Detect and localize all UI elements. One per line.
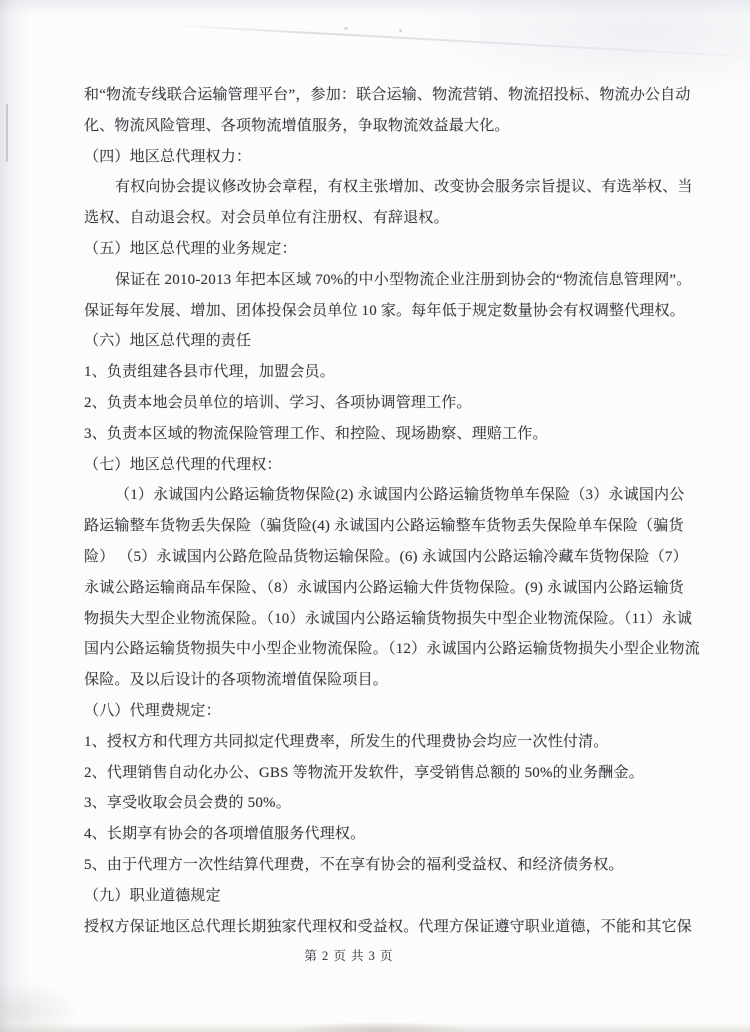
document-line: 保险。及以后设计的各项物流增值保险项目。 <box>84 672 389 689</box>
document-line: （八）代理费规定： <box>84 702 221 719</box>
document-line: 和“物流专线联合运输管理平台”，参加：联合运输、物流营销、物流招投标、物流办公自动 <box>84 87 691 103</box>
document-line: 1、授权方和代理方共同拟定代理费率，所发生的代理费协会均应一次性付清。 <box>84 733 609 750</box>
document-line: （七）地区总代理的代理权： <box>84 456 282 473</box>
document-line: （四）地区总代理权力： <box>84 148 252 165</box>
document-line: 2、负责本地会员单位的培训、学习、各项协调管理工作。 <box>84 394 472 411</box>
document-line: 2、代理销售自动化办公、GBS 等物流开发软件，享受销售总额的 50%的业务酬金。 <box>84 764 644 781</box>
document-line: 3、享受收取会员会费的 50%。 <box>84 795 291 812</box>
document-line: 保证每年发展、增加、团体投保会员单位 10 家。每年低于规定数量协会有权调整代理权。 <box>84 302 685 319</box>
document-line: 国内公路运输货物损失中小型企业物流保险。（12）永诚国内公路运输货物损失小型企业物流 <box>84 641 700 658</box>
document-line: （五）地区总代理的业务规定： <box>84 240 297 257</box>
document-line: 险） （5）永诚国内公路危险品货物运输保险。(6) 永诚国内公路运输冷藏车货物保险（7） <box>84 548 688 565</box>
document-line: （六）地区总代理的责任 <box>84 333 252 350</box>
page-number-text: 第 2 页 共 3 页 <box>304 949 394 963</box>
document-line: 1、负责组建各县市代理，加盟会员。 <box>84 364 335 381</box>
document-line: 永诚公路运输商品车保险、（8）永诚国内公路运输大件货物保险。(9) 永诚国内公路运输货 <box>84 579 684 596</box>
document-line: （九）职业道德规定 <box>84 887 221 904</box>
document-line: 有权向协会提议修改协会章程，有权主张增加、改变协会服务宗旨提议、有选举权、当 <box>115 179 693 196</box>
page-footer <box>0 946 750 964</box>
document-line: 5、由于代理方一次性结算代理费，不在享有协会的福利受益权、和经济债务权。 <box>84 856 624 873</box>
document-line: 化、物流风险管理、各项物流增值服务，争取物流效益最大化。 <box>84 117 510 134</box>
document-line: 物损失大型企业物流保险。（10）永诚国内公路运输货物损失中型企业物流保险。（11）永诚 <box>84 610 693 627</box>
document-line: （1）永诚国内公路运输货物保险(2) 永诚国内公路运输货物单车保险（3）永诚国内公 <box>115 487 685 504</box>
document-line: 4、长期享有协会的各项增值服务代理权。 <box>84 826 366 843</box>
document-line: 保证在 2010-2013 年把本区域 70%的中小型物流企业注册到协会的“物流信息管理网”。 <box>115 271 692 288</box>
document-line: 选权、自动退会权。对会员单位有注册权、有辞退权。 <box>84 210 449 227</box>
document-line: 授权方保证地区总代理长期独家代理权和受益权。代理方保证遵守职业道德，不能和其它保 <box>84 918 693 935</box>
document-line: 路运输整车货物丢失保险（骗货险(4) 永诚国内公路运输整车货物丢失保险单车保险（骗货 <box>84 518 684 535</box>
document-line: 3、负责本区域的物流保险管理工作、和控险、现场勘察、理赔工作。 <box>84 425 548 442</box>
